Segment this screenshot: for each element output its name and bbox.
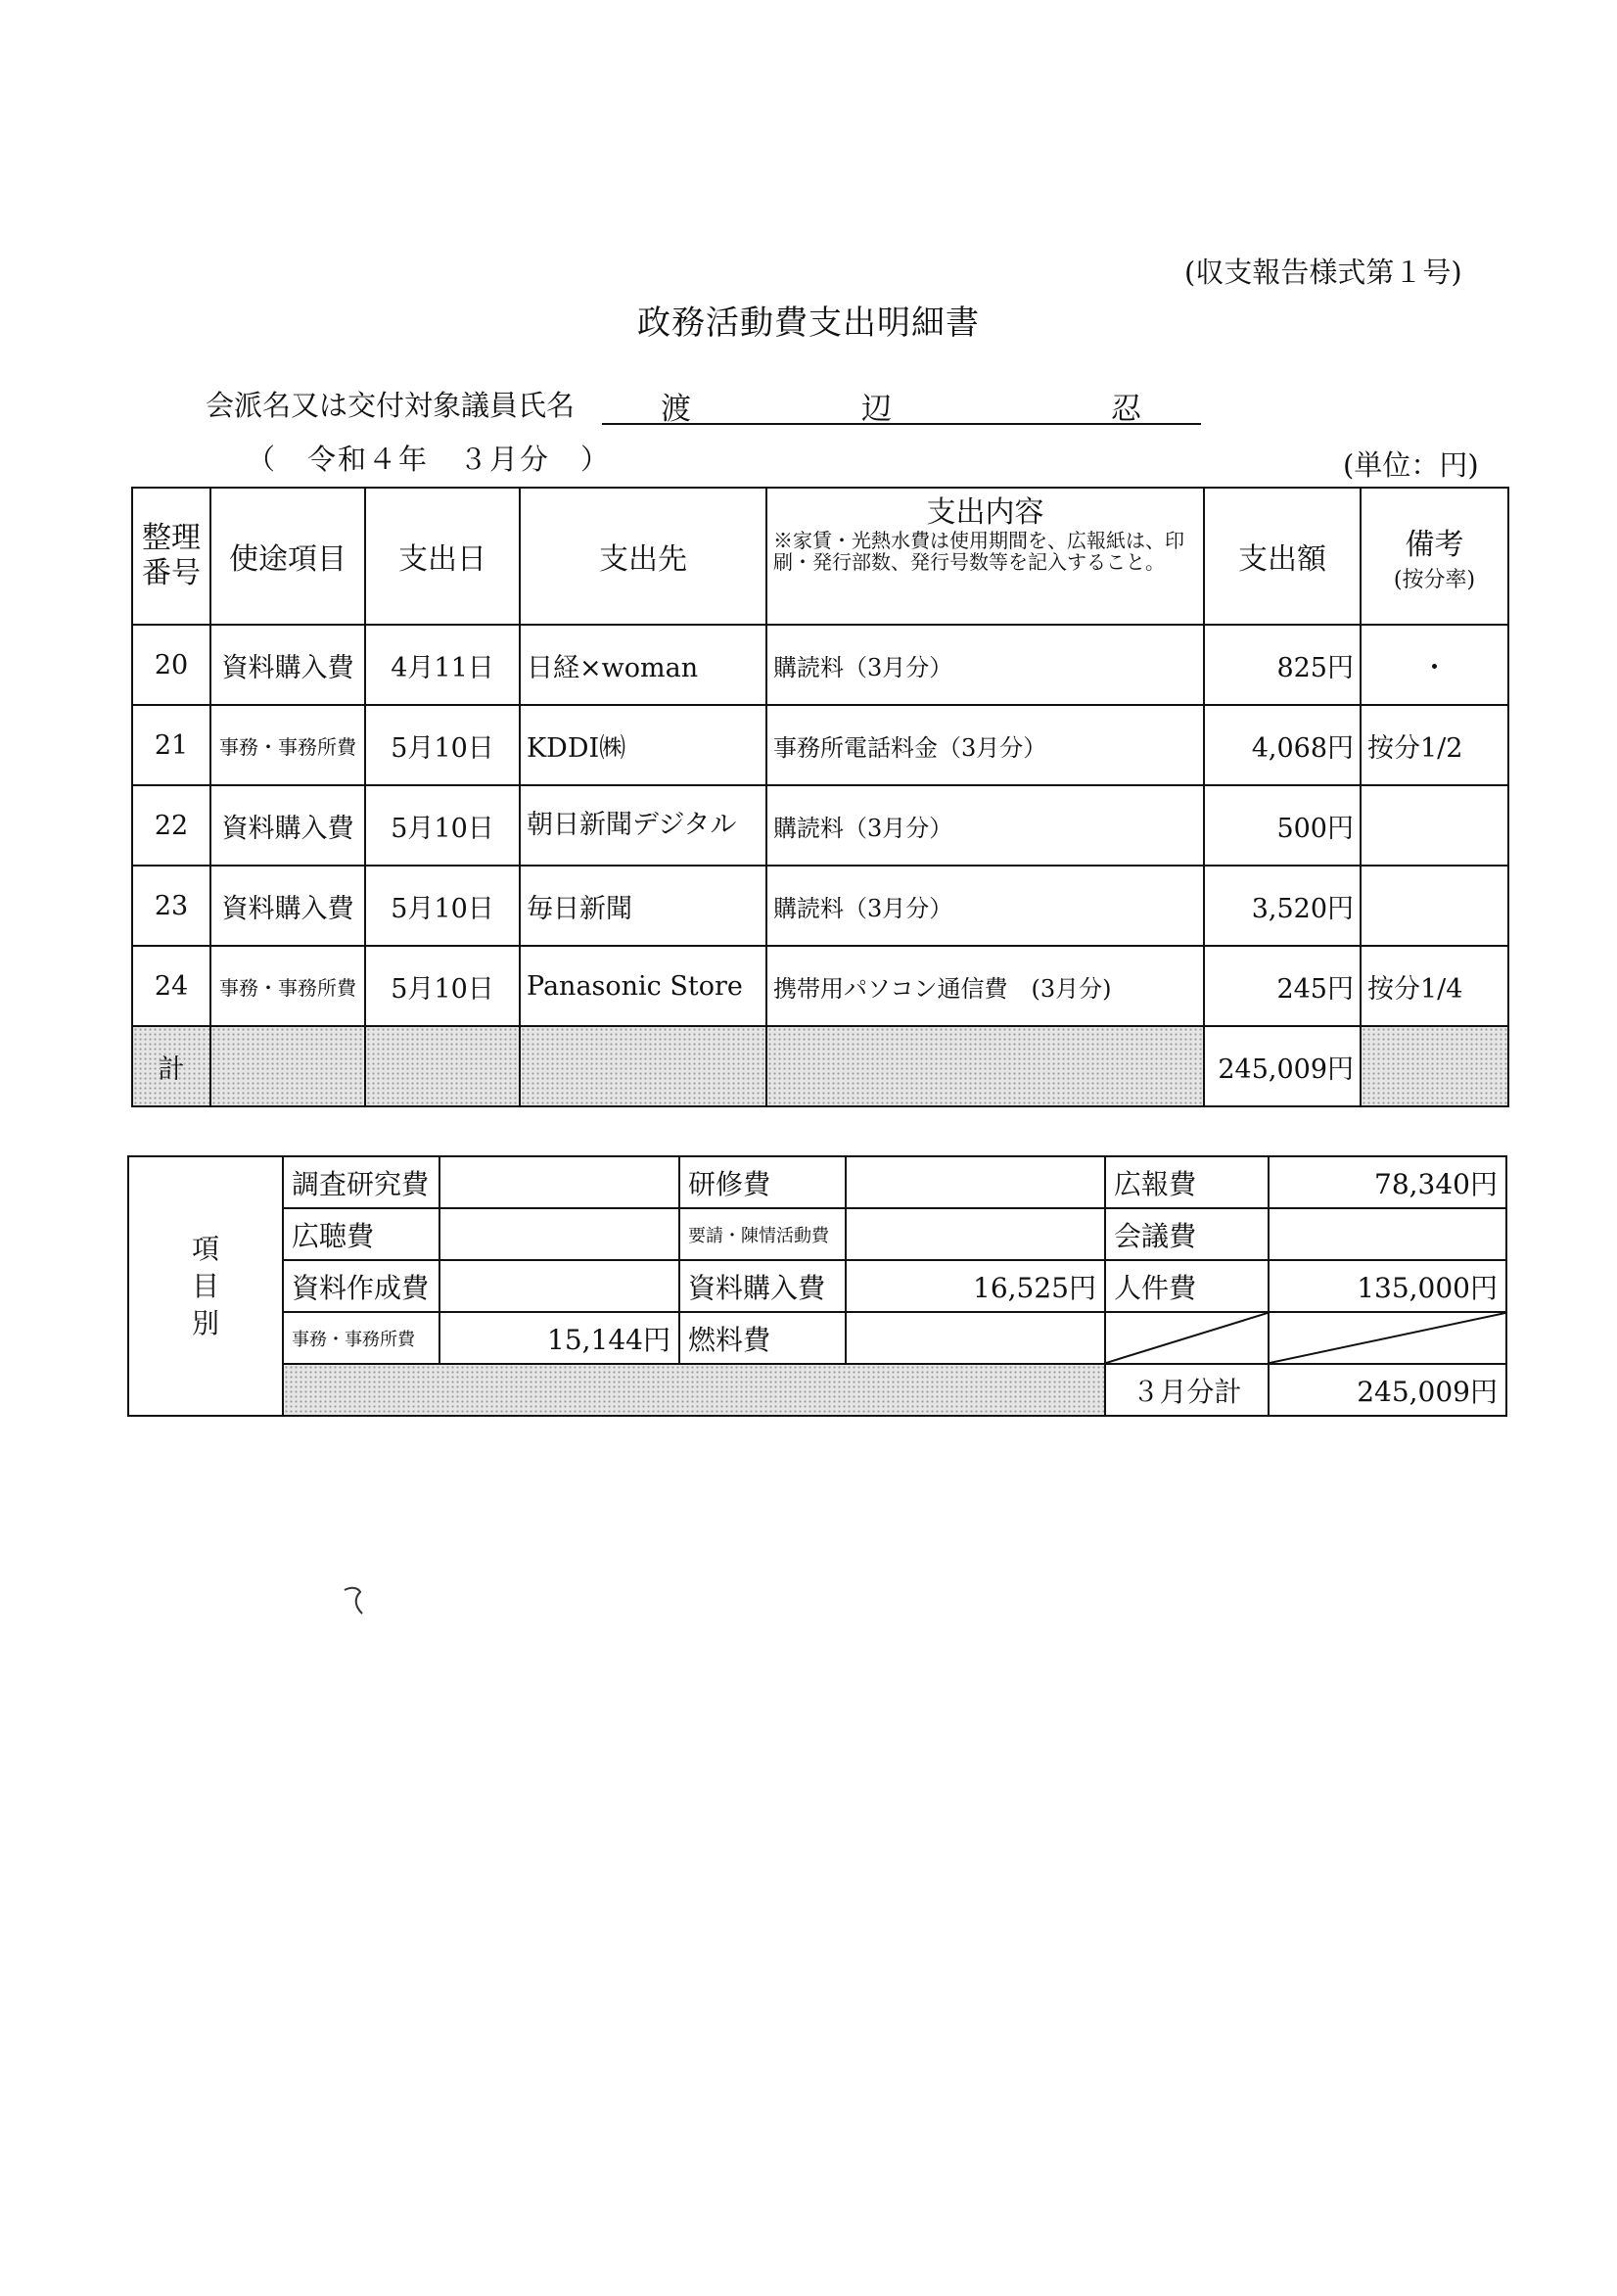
summary-value	[439, 1156, 679, 1208]
summary-value	[439, 1260, 679, 1312]
row-content: 購読料（3月分）	[766, 625, 1204, 705]
hatched-cell	[365, 1026, 520, 1106]
month-total-value: 245,009円	[1269, 1364, 1506, 1416]
member-name	[602, 384, 1201, 425]
summary-value	[1269, 1208, 1506, 1260]
diagonal-strike-icon	[1270, 1313, 1505, 1363]
header-remarks	[1361, 488, 1508, 625]
header-no: 整理番号	[132, 488, 210, 625]
summary-value: 15,144円	[439, 1312, 679, 1364]
header-category: 使途項目	[210, 488, 365, 625]
row-category: 資料購入費	[210, 625, 365, 705]
summary-label: 人件費	[1105, 1260, 1269, 1312]
summary-side-label	[128, 1156, 283, 1416]
struck-cell	[1269, 1312, 1506, 1364]
summary-row	[128, 1312, 1506, 1364]
member-given-name: 忍	[1111, 392, 1141, 427]
table-row	[132, 705, 1508, 785]
row-remarks: 按分1/4	[1361, 946, 1508, 1026]
summary-label: 研修費	[679, 1156, 846, 1208]
row-payee: 毎日新聞	[520, 866, 766, 946]
summary-label: 会議費	[1105, 1208, 1269, 1260]
row-content: 事務所電話料金（3月分）	[766, 705, 1204, 785]
total-label: 計	[132, 1026, 210, 1106]
row-category: 事務・事務所費	[210, 705, 365, 785]
row-date: 5月10日	[365, 705, 520, 785]
summary-label: 調査研究費	[283, 1156, 439, 1208]
row-category: 資料購入費	[210, 866, 365, 946]
summary-row	[128, 1260, 1506, 1312]
summary-label: 要請・陳情活動費	[679, 1208, 846, 1260]
row-amount: 245円	[1204, 946, 1361, 1026]
member-middle-name: 辺	[861, 392, 892, 427]
row-payee: KDDI㈱	[520, 705, 766, 785]
month-total-label: ３月分計	[1105, 1364, 1269, 1416]
diagonal-strike-icon	[1106, 1313, 1268, 1363]
report-period: （ 令和４年 ３月分 ）	[247, 443, 612, 476]
summary-label: 広報費	[1105, 1156, 1269, 1208]
summary-label: 資料作成費	[283, 1260, 439, 1312]
summary-value: 16,525円	[846, 1260, 1105, 1312]
table-row	[132, 946, 1508, 1026]
row-no: 21	[132, 705, 210, 785]
side-label-text: 項目別	[191, 1232, 219, 1339]
row-category: 事務・事務所費	[210, 946, 365, 1026]
document-title: 政務活動費支出明細書	[637, 304, 980, 343]
header-content	[766, 488, 1204, 625]
summary-value	[846, 1312, 1105, 1364]
struck-cell	[1105, 1312, 1269, 1364]
total-amount: 245,009円	[1204, 1026, 1361, 1106]
form-number: (収支報告様式第１号)	[1184, 256, 1462, 289]
header-row	[132, 488, 1508, 625]
row-no: 23	[132, 866, 210, 946]
header-payee: 支出先	[520, 488, 766, 625]
row-remarks	[1361, 866, 1508, 946]
row-amount: 3,520円	[1204, 866, 1361, 946]
unit-label: (単位：円)	[1343, 448, 1479, 482]
summary-value	[846, 1156, 1105, 1208]
summary-value	[846, 1208, 1105, 1260]
pen-scribble-icon	[343, 1584, 382, 1623]
row-date: 4月11日	[365, 625, 520, 705]
row-content: 携帯用パソコン通信費 (3月分)	[766, 946, 1204, 1026]
row-no: 24	[132, 946, 210, 1026]
row-amount: 500円	[1204, 785, 1361, 866]
summary-row	[128, 1208, 1506, 1260]
row-no: 22	[132, 785, 210, 866]
row-date: 5月10日	[365, 866, 520, 946]
row-content: 購読料（3月分）	[766, 866, 1204, 946]
table-row	[132, 785, 1508, 866]
summary-value	[439, 1208, 679, 1260]
row-payee: 日経×woman	[520, 625, 766, 705]
hatched-cell	[1361, 1026, 1508, 1106]
header-amount: 支出額	[1204, 488, 1361, 625]
expense-detail-table	[131, 487, 1509, 1107]
hatched-cell	[283, 1364, 1105, 1416]
row-remarks: ・	[1361, 625, 1508, 705]
summary-value: 78,340円	[1269, 1156, 1506, 1208]
table-row	[132, 625, 1508, 705]
summary-label: 広聴費	[283, 1208, 439, 1260]
category-summary-table	[127, 1155, 1507, 1417]
total-row	[132, 1026, 1508, 1106]
hatched-cell	[520, 1026, 766, 1106]
header-content-note: ※家賃・光熱水費は使用期間を、広報紙は、印刷・発行部数、発行号数等を記入すること。	[773, 529, 1184, 574]
summary-label: 事務・事務所費	[283, 1312, 439, 1364]
row-date: 5月10日	[365, 946, 520, 1026]
row-remarks: 按分1/2	[1361, 705, 1508, 785]
row-amount: 825円	[1204, 625, 1361, 705]
row-payee: Panasonic Store	[520, 946, 766, 1026]
summary-label: 資料購入費	[679, 1260, 846, 1312]
hatched-cell	[210, 1026, 365, 1106]
header-remarks-sub: (按分率)	[1393, 567, 1476, 592]
header-date: 支出日	[365, 488, 520, 625]
row-no: 20	[132, 625, 210, 705]
summary-total-row	[128, 1364, 1506, 1416]
row-amount: 4,068円	[1204, 705, 1361, 785]
summary-value: 135,000円	[1269, 1260, 1506, 1312]
table-row	[132, 866, 1508, 946]
summary-row	[128, 1156, 1506, 1208]
row-date: 5月10日	[365, 785, 520, 866]
header-remarks-title: 備考	[1405, 527, 1464, 562]
row-payee: 朝日新聞デジタル	[520, 785, 766, 866]
member-label: 会派名又は交付対象議員氏名	[206, 389, 576, 422]
summary-label: 燃料費	[679, 1312, 846, 1364]
row-content: 購読料（3月分）	[766, 785, 1204, 866]
row-category: 資料購入費	[210, 785, 365, 866]
hatched-cell	[766, 1026, 1204, 1106]
member-family-name: 渡	[661, 392, 691, 427]
row-remarks	[1361, 785, 1508, 866]
header-content-title: 支出内容	[926, 495, 1044, 530]
